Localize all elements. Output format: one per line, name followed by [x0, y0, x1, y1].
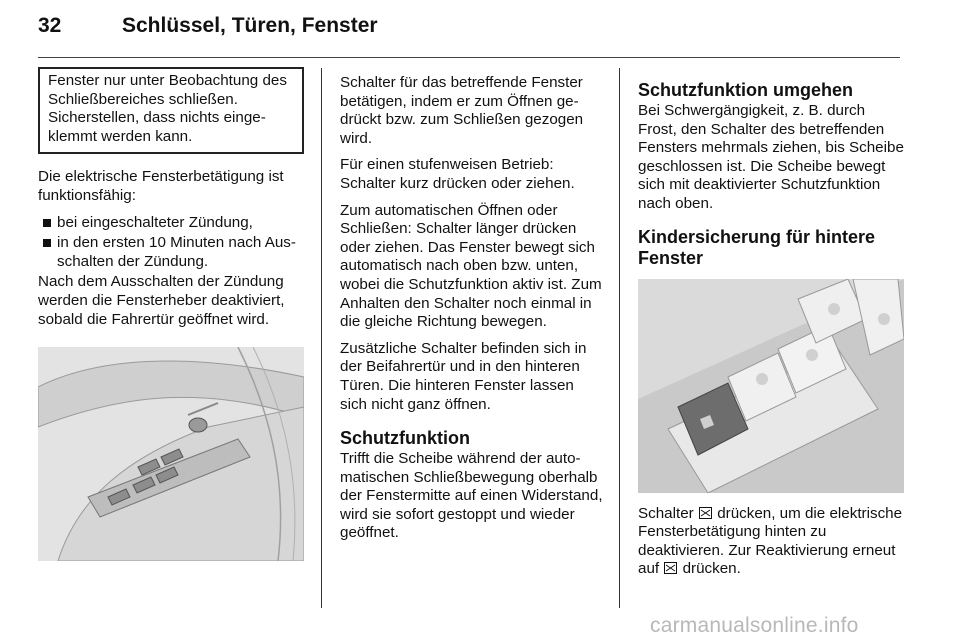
section-heading: Schutzfunktion umgehen: [638, 80, 853, 100]
list-item-text: in den ersten 10 Minuten nach Ausschalten der Zündung.: [57, 234, 296, 270]
body-paragraph: Schalter für das betreffende Fenster betätigen, indem er zum Öffnen gedrückt bzw. zum Schließen gezogen wird.: [340, 74, 584, 147]
list-item-text: bei eingeschalteter Zündung,: [57, 213, 253, 231]
child-lock-icon: [699, 507, 712, 519]
column-2: [340, 74, 604, 551]
column-3: [638, 74, 904, 587]
bullet-icon: [43, 219, 51, 227]
body-paragraph: Bei Schwergängigkeit, z. B. durch Frost, den Schalter des betreffenden Fensters mehrmals ziehen, bis Scheibe geschlossen ist. Die Scheibe bewegt sich mit deaktivierter Schutzfunktion nach oben.: [638, 102, 904, 212]
list-item: [38, 214, 304, 233]
text-segment: drücken.: [682, 560, 741, 578]
intro-text: Die elektrische Fensterbetätigung ist funktionsfähig:: [38, 168, 284, 204]
door-panel-illustration: [38, 347, 304, 561]
section-title: Schlüssel, Türen, Fenster: [122, 14, 378, 37]
warning-box: [38, 67, 304, 154]
child-lock-icon: [664, 562, 677, 574]
column-divider: [619, 68, 620, 608]
section-heading: Schutzfunktion: [340, 428, 470, 449]
window-switch-illustration: [638, 279, 904, 493]
condition-list: [38, 214, 304, 272]
text-segment: drücken, um die elektrische Fensterbetätigung hinten zu deaktivieren. Zur Reaktivierung erneut auf: [638, 504, 903, 578]
text-segment: Schalter: [638, 504, 694, 522]
body-paragraph: Zusätzliche Schalter befinden sich in der Beifahrertür und in den hinteren Türen. Die hinteren Fenster lassen sich nicht ganz öffnen.: [340, 339, 587, 413]
header-rule: [38, 57, 900, 58]
body-paragraph: Für einen stufenweisen Betrieb: Schalter kurz drücken oder ziehen.: [340, 156, 575, 192]
bullet-icon: [43, 239, 51, 247]
body-paragraph: Trifft die Scheibe während der automatischen Schließbewegung oberhalb der Fenstermitte auf einen Widerstand, wird sie sofort gestoppt und wieder geöffnet.: [340, 450, 603, 542]
column-1: [38, 74, 304, 561]
page-number: 32: [38, 14, 62, 37]
body-paragraph: Nach dem Ausschalten der Zündung werden die Fensterheber deaktiviert, sobald die Fahrertür geöffnet wird.: [38, 273, 285, 328]
column-divider: [321, 68, 322, 608]
warning-text: Fenster nur unter Beobachtung des Schließbereiches schließen. Sicherstellen, dass nichts eingeklemmt werden kann.: [48, 72, 287, 145]
section-heading: Kindersicherung für hintere Fenster: [638, 226, 876, 268]
list-item: [38, 234, 304, 271]
body-paragraph: [638, 505, 904, 579]
watermark: carmanualsonline.info: [650, 614, 859, 637]
body-paragraph: Zum automatischen Öffnen oder Schließen: Schalter länger drücken oder ziehen. Das Fenster bewegt sich automatisch nach oben bzw. unten, wobei die Schutzfunktion aktiv ist. Zum Anhalten den Schalter noch einmal in die gleiche Richtung bewegen.: [340, 201, 602, 331]
